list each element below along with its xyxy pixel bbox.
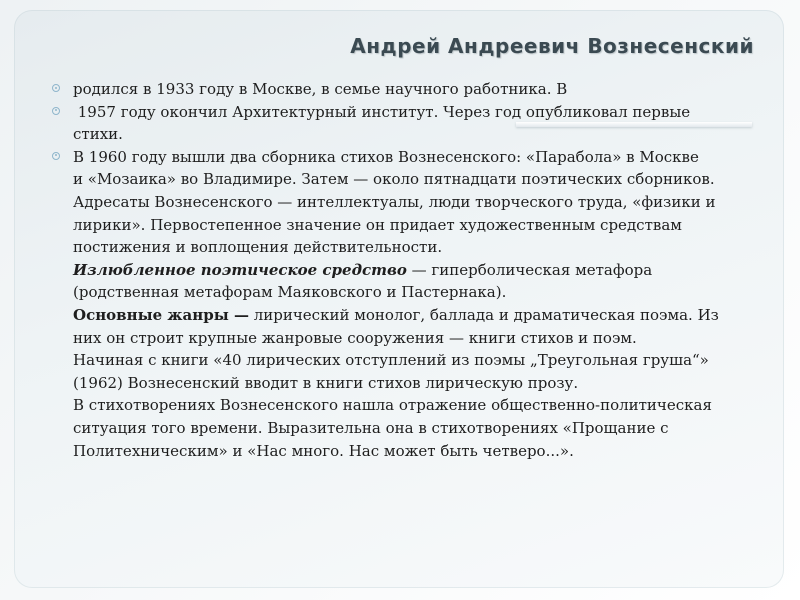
text-line: родился в 1933 году в Москве, в семье научного работника. В xyxy=(73,80,568,98)
text-line: Адресаты Вознесенского — интеллектуалы, люди творческого труда, «физики и xyxy=(73,192,716,211)
text-line: В 1960 году вышли два сборника стихов Вознесенского: «Парабола» в Москве xyxy=(73,147,699,166)
genres-line xyxy=(73,304,762,327)
text-line: Начиная с книги «40 лирических отступлений из поэмы „Треугольная груша“» xyxy=(73,351,709,370)
bullet-paragraph-education xyxy=(50,101,762,146)
text-line: лирики». Первостепенное значение он придает художественным средствам xyxy=(73,215,682,234)
favorite-device-line xyxy=(73,259,762,282)
text-line: (родственная метафорам Маяковского и Пастернака). xyxy=(73,283,507,302)
text-line: (1962) Вознесенский вводит в книги стихов лирическую прозу. xyxy=(73,373,579,392)
slide-title: Андрей Андреевич Вознесенский xyxy=(350,34,754,58)
text-line: постижения и воплощения действительности. xyxy=(73,238,443,257)
text-line: и «Мозаика» во Владимире. Затем — около пятнадцати поэтических сборников. xyxy=(73,170,715,189)
text-line: ситуация того времени. Выразительна она в стихотворениях «Прощание с xyxy=(73,418,669,437)
circle-bullet-icon xyxy=(52,84,60,92)
text-line: В стихотворениях Вознесенского нашла отражение общественно-политическая xyxy=(73,396,712,415)
text-line: 1957 году окончил Архитектурный институт. Через год опубликовал первые xyxy=(73,102,691,121)
favorite-device-text: — гиперболическая метафора xyxy=(406,260,653,279)
text-line: них он строит крупные жанровые сооружения — книги стихов и поэм. xyxy=(73,328,637,347)
bullet-paragraph-works xyxy=(50,146,762,462)
slide-content xyxy=(50,78,762,462)
genres-text: лирический монолог, баллада и драматическая поэма. Из xyxy=(248,305,719,324)
circle-bullet-icon xyxy=(52,152,60,160)
text-line: стихи. xyxy=(73,125,123,144)
bullet-paragraph-birth xyxy=(50,78,762,101)
text-line: Политехническим» и «Нас много. Нас может быть четверо...». xyxy=(73,441,574,460)
favorite-device-label: Излюбленное поэтическое средство xyxy=(73,260,407,279)
genres-label: Основные жанры — xyxy=(73,305,249,324)
circle-bullet-icon xyxy=(52,107,60,115)
